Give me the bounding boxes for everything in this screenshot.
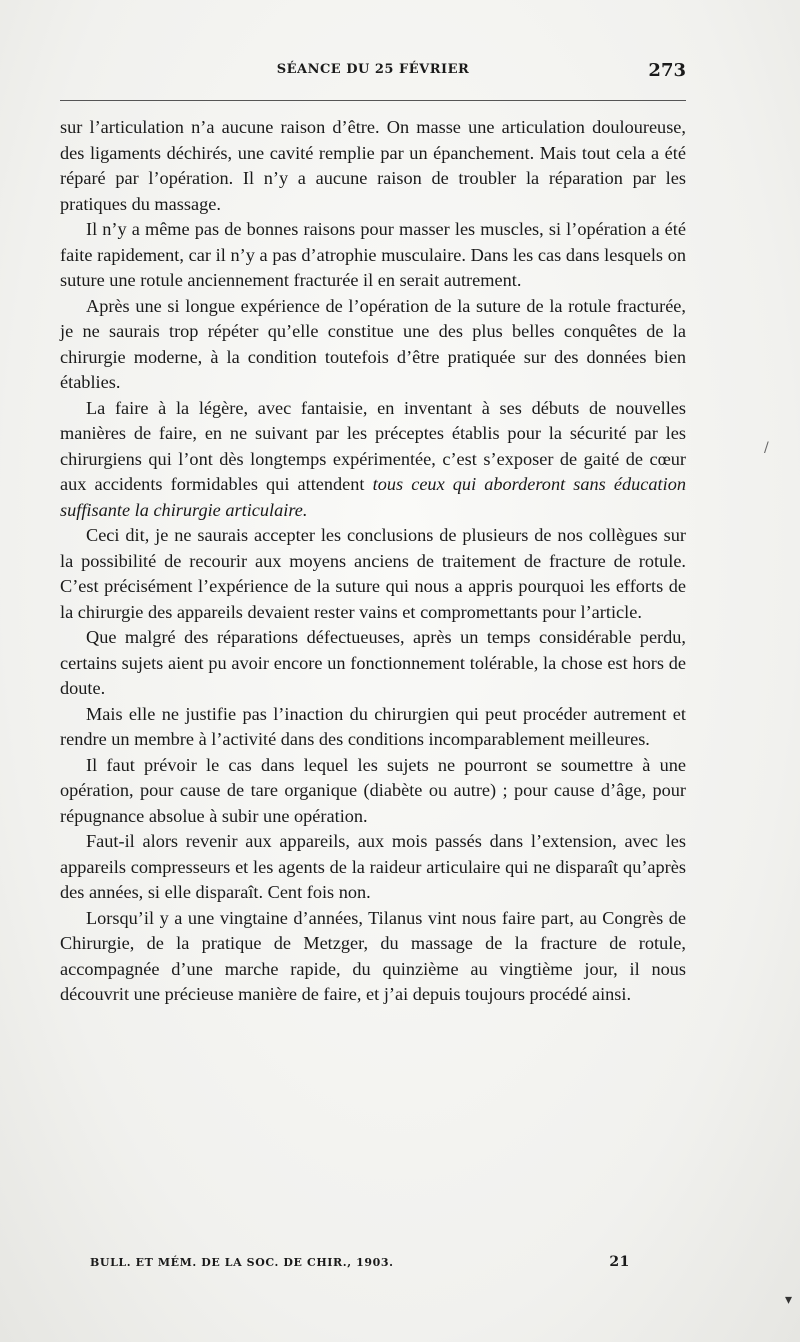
page-footer bbox=[90, 1256, 630, 1276]
signature-mark: 21 bbox=[609, 1254, 630, 1270]
paragraph: Mais elle ne justifie pas l’inaction du chirurgien qui peut procéder autrement et rendre un membre à l’activité dans des conditions incomparablement meilleures. bbox=[60, 703, 686, 749]
page-number: 273 bbox=[648, 60, 686, 81]
paragraph: Que malgré des réparations défectueuses, après un temps considérable perdu, certains sujets aient pu avoir encore un fonctionnement tolérable, la chose est hors de doute. bbox=[60, 627, 686, 698]
paragraph: Il n’y a même pas de bonnes raisons pour masser les muscles, si l’opération a été faite rapidement, car il n’y a pas d’atrophie musculaire. Dans les cas dans lesquels on suture une rotule anciennement fracturée il en serait autrement. bbox=[60, 219, 686, 290]
paragraph: Après une si longue expérience de l’opération de la suture de la rotule fracturée, je ne saurais trop répéter qu’elle constitue une des plus belles conquêtes de la chirurgie moderne, à la condition toutefois d’être pratiquée sur des données bien établies. bbox=[60, 295, 686, 392]
running-title: SÉANCE DU 25 FÉVRIER bbox=[276, 62, 470, 77]
paragraph: Faut-il alors revenir aux appareils, aux mois passés dans l’extension, avec les appareils compresseurs et les agents de la raideur articulaire qui ne disparaît qu’après des années, si elle disparaît. Cent fois non. bbox=[60, 831, 686, 902]
paragraph-text: La faire à la légère, avec fantaisie, en inventant à ses débuts de nouvelles manières de faire, en ne suivant par les préceptes établis pour la sécurité par les chirurgiens qui l’ont dès longtemps expérimentée, c’est s’exposer de gaité de cœur aux accidents formidables qui attendent bbox=[60, 397, 686, 494]
body-text bbox=[60, 115, 686, 1008]
margin-speck: / bbox=[764, 440, 769, 456]
bulletin-reference: BULL. ET MÉM. DE LA SOC. DE CHIR., 1903. bbox=[90, 1256, 394, 1269]
paragraph-with-italic bbox=[60, 396, 686, 524]
paragraph: Il faut prévoir le cas dans lequel les sujets ne pourront se soumettre à une opération, pour cause de tare organique (diabète ou autre) ; pour cause d’âge, pour répugnance absolue à subir une opération. bbox=[60, 754, 686, 826]
running-header bbox=[60, 60, 686, 88]
margin-arrow-mark: ▾ bbox=[785, 1292, 793, 1308]
italic-phrase: tous ceux qui aborderont sans éducation suffisante la chirurgie articulaire. bbox=[60, 474, 686, 520]
paragraph: sur l’articulation n’a aucune raison d’être. On masse une articulation douloureuse, des ligaments déchirés, une cavité remplie par un épanchement. Mais tout cela a été réparé par l’opération. Il n’y a aucune raison de troubler la réparation par les pratiques du massage. bbox=[60, 117, 686, 214]
paragraph: Lorsqu’il y a une vingtaine d’années, Tilanus vint nous faire part, au Congrès de Chirurgie, de la pratique de Metzger, du massage de la fracture de rotule, accompagnée d’une marche rapide, du quinzième au vingtième jour, il nous découvrit une précieuse manière de faire, et j’ai depuis toujours procédé ainsi. bbox=[60, 907, 686, 1004]
paragraph: Ceci dit, je ne saurais accepter les conclusions de plusieurs de nos collègues sur la possibilité de recourir aux moyens anciens de traitement de fracture de rotule. C’est précisément l’expérience de la suture qui nous a appris pourquoi les efforts de la chirurgie des appareils devaient rester vains et compromettants pour l’article. bbox=[60, 525, 686, 622]
header-rule bbox=[60, 100, 686, 101]
